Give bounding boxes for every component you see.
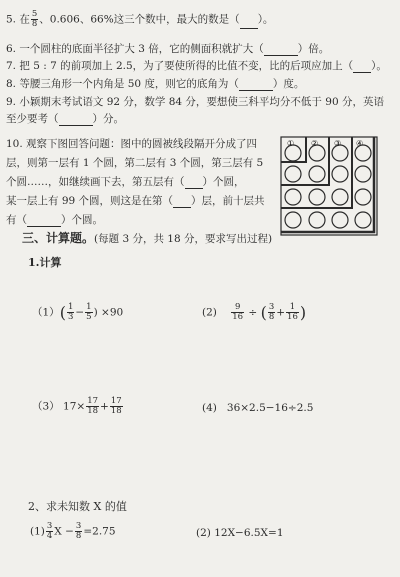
question-7: 7. 把 5 : 7 的前项加上 2.5，为了要使所得的比值不变，比的后项应加上（ ）。 xyxy=(6,60,387,72)
circle xyxy=(355,212,371,228)
section-3-heading: 三、计算题。(每题 3 分，共 18 分，要求写出过程) xyxy=(22,231,273,245)
circle xyxy=(355,189,371,205)
circle xyxy=(332,166,348,182)
circle xyxy=(332,189,348,205)
question-10-line-3: 个圆……，如继续画下去，第五层有（ ）个圆， xyxy=(6,176,245,188)
equation-2: (2) 12X−6.5X=1 xyxy=(196,527,284,539)
q8-answer-blank[interactable] xyxy=(239,80,273,91)
circle xyxy=(285,212,301,228)
question-6: 6. 一个圆柱的底面半径扩大 3 倍，它的侧面积就扩大（ ）倍。 xyxy=(6,43,330,55)
question-10-line-2: 层，则第一层有 1 个圆，第二层有 3 个圆，第三层有 5 xyxy=(6,157,264,169)
question-10-line-1: 10. 观察下图回答问题：图中的圆被线段隔开分成了四 xyxy=(6,138,258,150)
circle xyxy=(309,189,325,205)
q10-answer-blank-2[interactable] xyxy=(173,197,191,208)
circle xyxy=(332,212,348,228)
layer-label-3: ③ xyxy=(334,139,342,148)
q10-answer-blank-3[interactable] xyxy=(27,216,61,227)
equation-1: (1) $\frac{3}{4}$ X − $\frac{3}{8}$ =2.75 xyxy=(30,521,116,541)
question-10-line-4: 某一层上有 99 个圆，则这是在第（ ）层，前十层共 xyxy=(6,195,265,207)
circle xyxy=(355,166,371,182)
q5-fraction: $\frac{5}{8}$ xyxy=(31,9,38,29)
question-9-line-2: 至少要考（ ）分。 xyxy=(6,113,124,125)
question-10-line-5: 有（ ）个圆。 xyxy=(6,214,103,226)
part-1-heading: 1.计算 xyxy=(28,256,62,269)
circle xyxy=(309,212,325,228)
calc-problem-4: (4) 36×2.5−16÷2.5 xyxy=(202,402,314,414)
calc-problem-2: (2) $\frac{9}{16}$ ÷ ( $\frac{3}{8}$ + $\frac{1}{16}$ ) xyxy=(202,302,307,322)
q10-answer-blank-1[interactable] xyxy=(185,178,203,189)
layer-label-4: ④ xyxy=(356,139,364,148)
circle xyxy=(285,166,301,182)
question-8: 8. 等腰三角形一个内角是 50 度，则它的底角为（ ）度。 xyxy=(6,78,305,90)
q9-answer-blank[interactable] xyxy=(59,115,93,126)
circle xyxy=(309,166,325,182)
q5-text-mid: 、0.606、66%这三个数中，最大的数是（ xyxy=(39,13,240,26)
q6-answer-blank[interactable] xyxy=(264,45,298,56)
q5-text: 5. 在 xyxy=(6,13,30,26)
layer-label-2: ② xyxy=(311,139,319,148)
question-5: 5. 在 $\frac{5}{8}$ 、0.606、66%这三个数中，最大的数是（ ）。 xyxy=(6,9,274,29)
part-2-heading: 2、求未知数 X 的值 xyxy=(28,500,127,513)
q7-answer-blank[interactable] xyxy=(353,62,371,73)
calc-problem-3: （3） 17× $\frac{17}{18}$ + $\frac{17}{18}$ xyxy=(32,396,122,416)
layer-label-1: ① xyxy=(287,139,295,148)
q5-answer-blank[interactable] xyxy=(240,18,258,29)
calc-problem-1: （1）( $\frac{1}{3}$ − $\frac{1}{5}$ ) ×90 xyxy=(32,302,124,322)
question-9-line-1: 9. 小颖期末考试语文 92 分，数学 84 分，要想使三科平均分不低于 90 分，英语 xyxy=(6,96,384,108)
circle xyxy=(285,189,301,205)
layered-circles-figure xyxy=(280,136,378,236)
